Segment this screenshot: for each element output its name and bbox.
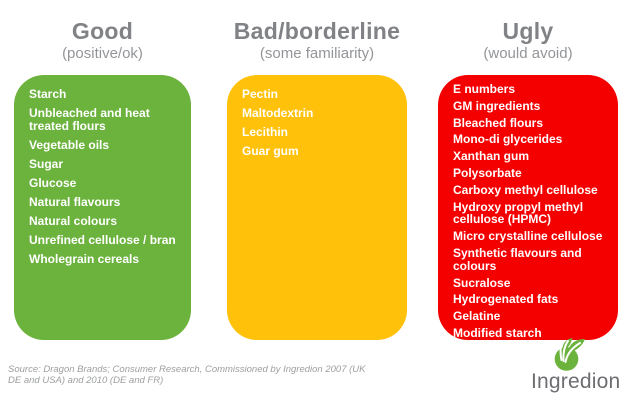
list-item: Starch [29, 87, 67, 101]
list-item: Modified starch [453, 325, 542, 340]
list-item: Polysorbate [453, 165, 522, 180]
column-bad-box [227, 75, 407, 340]
list-item: Guar gum [242, 144, 299, 158]
list-item: GM ingredients [453, 98, 541, 113]
list-item: Unbleached and heat treated flours [29, 106, 150, 133]
column-bad-borderline [227, 18, 407, 340]
list-item: Hydroxy propyl methyl cellulose (HPMC) [453, 199, 584, 227]
column-good-box [14, 75, 191, 340]
list-item: Hydrogenated fats [453, 292, 559, 307]
column-ugly [438, 18, 618, 340]
column-good-subtitle: (positive/ok) [62, 45, 143, 62]
list-item: Micro crystalline cellulose [453, 229, 603, 244]
list-item: E numbers [453, 82, 516, 96]
column-ugly-subtitle: (would avoid) [483, 45, 573, 62]
column-ugly-title: Ugly [502, 18, 554, 44]
list-item: Carboxy methyl cellulose [453, 182, 598, 197]
list-item: Maltodextrin [242, 106, 314, 120]
list-item: Synthetic flavours and colours [453, 245, 582, 273]
list-item: Lecithin [242, 125, 289, 139]
list-item: Unrefined cellulose / bran [29, 233, 176, 247]
column-good [14, 18, 191, 340]
list-item: Vegetable oils [29, 138, 110, 152]
column-ugly-box [438, 75, 618, 340]
list-item: Xanthan gum [453, 149, 530, 164]
column-bad-title: Bad/borderline [233, 18, 401, 44]
list-item: Bleached flours [453, 115, 544, 130]
source-note: Source: Dragon Brands; Consumer Research, Commissioned by Ingredion 2007 (UK DE and USA) and 2010 (DE and FR) [8, 364, 366, 386]
column-good-title: Good [71, 18, 134, 44]
list-item: Natural flavours [29, 195, 121, 209]
list-item: Wholegrain cereals [29, 252, 140, 266]
list-item: Mono-di glycerides [453, 132, 563, 147]
list-item: Sugar [29, 157, 64, 171]
list-item: Pectin [242, 87, 279, 101]
list-item: Sucralose [453, 275, 511, 290]
list-item: Glucose [29, 176, 77, 190]
column-bad-subtitle: (some familiarity) [259, 45, 375, 62]
list-item: Gelatine [453, 309, 501, 324]
ingredion-logo-text: Ingredion [531, 370, 621, 393]
ingredion-leaf-icon [549, 338, 589, 372]
list-item: Natural colours [29, 214, 118, 228]
